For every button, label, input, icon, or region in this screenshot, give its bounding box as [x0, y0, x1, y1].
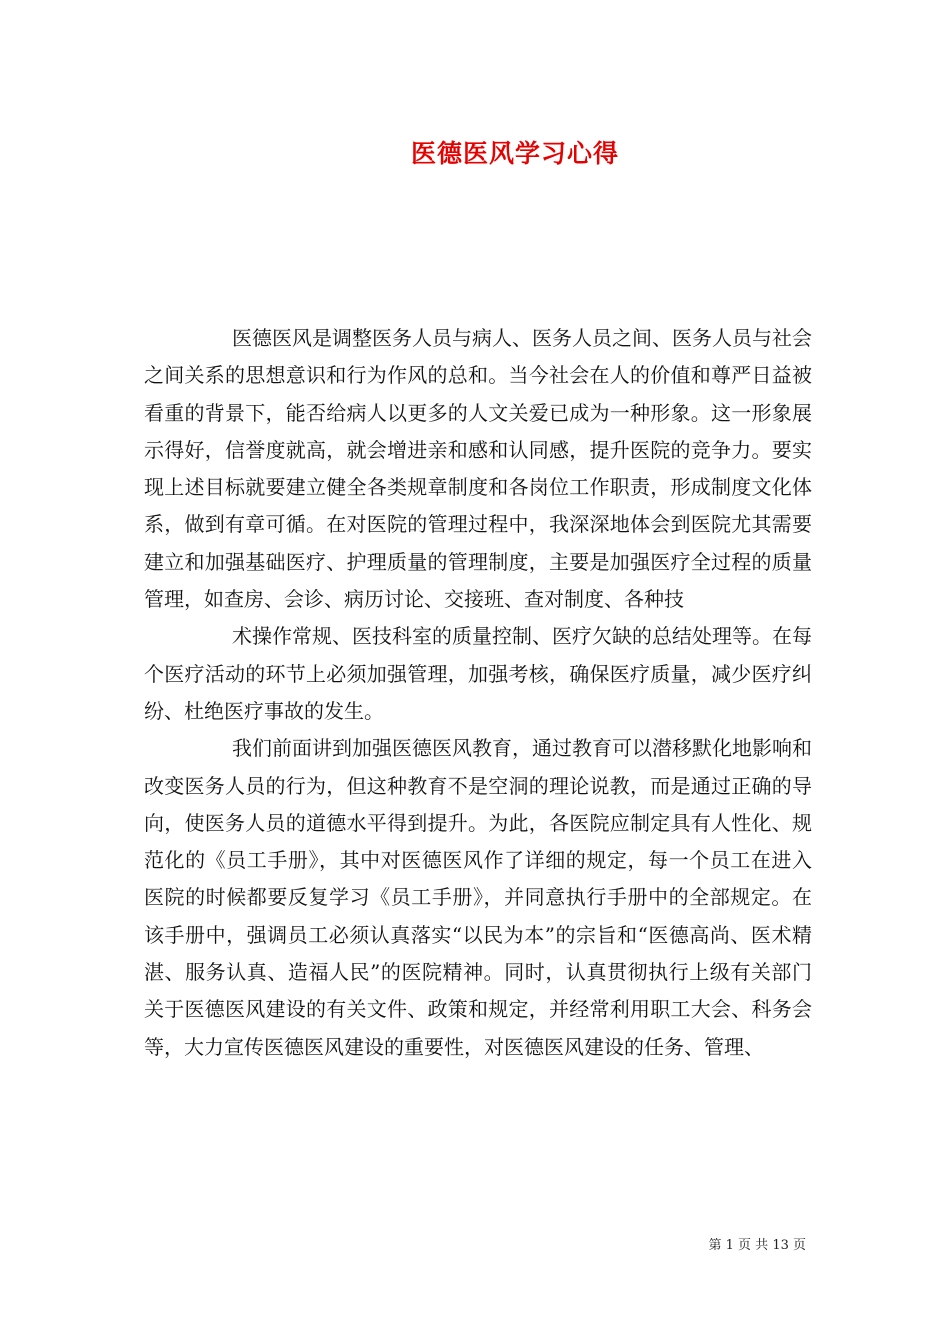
- paragraph-1: 医德医风是调整医务人员与病人、医务人员之间、医务人员与社会之间关系的思想意识和行为作风的总和。当今社会在人的价值和尊严日益被看重的背景下，能否给病人以更多的人文关爱已成为一种形象。这一形象展示得好，信誉度就高，就会增进亲和感和认同感，提升医院的竞争力。要实现上述目标就要建立健全各类规章制度和各岗位工作职责，形成制度文化体系，做到有章可循。在对医院的管理过程中，我深深地体会到医院尤其需要建立和加强基础医疗、护理质量的管理制度，主要是加强医疗全过程的质量管理，如查房、会诊、病历讨论、交接班、查对制度、各种技: [144, 326, 812, 612]
- page-number: 第 1 页 共 13 页: [708, 1238, 806, 1253]
- document-title: 医德医风学习心得: [410, 139, 619, 168]
- document-body: [144, 320, 812, 1066]
- paragraph-3: 我们前面讲到加强医德医风教育，通过教育可以潜移默化地影响和改变医务人员的行为，但这种教育不是空洞的理论说教，而是通过正确的导向，使医务人员的道德水平得到提升。为此，各医院应制定具有人性化、规范化的《员工手册》，其中对医德医风作了详细的规定，每一个员工在进入医院的时候都要反复学习《员工手册》，并同意执行手册中的全部规定。在该手册中，强调员工必须认真落实“以民为本”的宗旨和“医德高尚、医术精湛、服务认真、造福人民”的医院精神。同时，认真贯彻执行上级有关部门关于医德医风建设的有关文件、政策和规定，并经常利用职工大会、科务会等，大力宣传医德医风建设的重要性，对医德医风建设的任务、管理、: [144, 736, 812, 1059]
- paragraph-2: 术操作常规、医技科室的质量控制、医疗欠缺的总结处理等。在每个医疗活动的环节上必须加强管理，加强考核，确保医疗质量，减少医疗纠纷、杜绝医疗事故的发生。: [144, 624, 812, 723]
